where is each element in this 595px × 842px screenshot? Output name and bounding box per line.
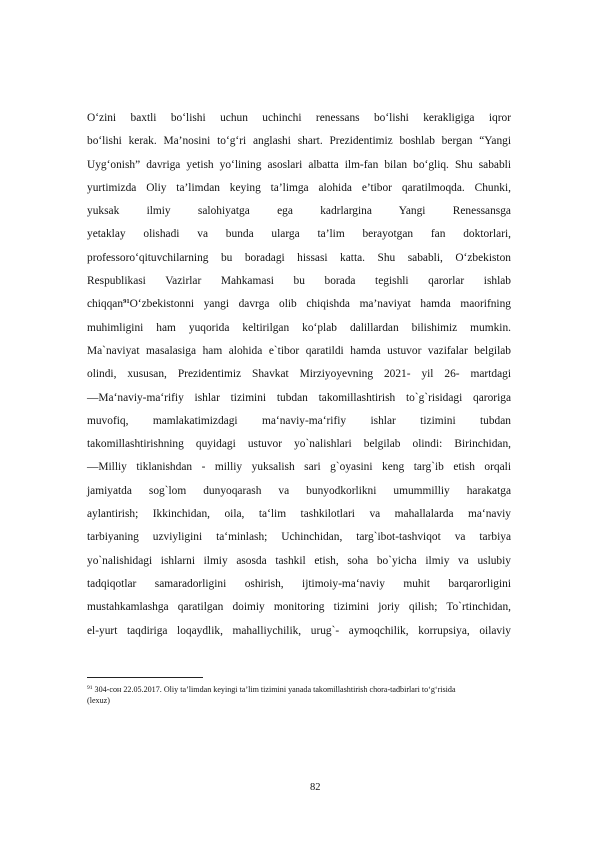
page-number: 82 xyxy=(310,782,321,793)
body-line: tadqiqotlar samaradorligini oshirish, ijtimoiy-ma‘naviy muhit barqarorligini xyxy=(87,577,511,590)
body-text xyxy=(87,107,511,643)
body-line-with-footnote-ref xyxy=(87,293,511,316)
body-line: takomillashtirishning quyidagi ustuvor yo`nalishlari belgilab olindi: Birinchidan, xyxy=(87,438,511,451)
body-line: ―Ma‘naviy-ma‘rifiy ishlar tizimini tubdan takomillashtirish to`g`risidagi qaroriga xyxy=(87,391,511,404)
body-line: yuksak ilmiy salohiyatga ega kadrlargina Yangi Renessansga xyxy=(87,205,511,218)
body-line-start: chiqqan xyxy=(87,298,124,311)
footnote-number: 91 xyxy=(87,685,93,691)
body-line: professoro‘qituvchilarning bu boradagi hissasi katta. Shu sababli, O‘zbekiston xyxy=(87,251,511,264)
body-line: tarbiyaning uzviyligini ta‘minlash; Uchinchidan, targ`ibot-tashviqot va tarbiya xyxy=(87,531,511,544)
body-line: yurtimizda Oliy ta’limdan keying ta’limga alohida e’tibor qaratilmoqda. Chunki, xyxy=(87,181,511,194)
body-line: el-yurt taqdiriga loqaydlik, mahalliychilik, urug`- aymoqchilik, korrupsiya, oilaviy xyxy=(87,624,511,637)
body-line: muhimligini ham yuqorida keltirilgan ko‘plab dalillardan bilishimiz mumkin. xyxy=(87,321,511,334)
body-line: O‘zini baxtli bo‘lishi uchun uchinchi renessans bo‘lishi kerakligiga iqror xyxy=(87,112,511,124)
body-line: muvofiq, mamlakatimizdagi ma‘naviy-ma‘rifiy ishlar tizimini tubdan xyxy=(87,414,511,427)
body-line: olindi, xususan, Prezidentimiz Shavkat Mirziyoyevning 2021- yil 26- martdagi xyxy=(87,368,511,381)
body-line: yetaklay olishadi va bunda ularga ta’lim berayotgan fan doktorlari, xyxy=(87,228,511,241)
body-line: bo‘lishi kerak. Ma’nosini to‘g‘ri anglashi shart. Prezidentimiz boshlab bergan “Yangi xyxy=(87,135,511,148)
body-line: Respublikasi Vazirlar Mahkamasi bu borada tegishli qarorlar ishlab xyxy=(87,275,511,288)
body-line: mustahkamlashga qaratilgan doimiy monitoring tizimini joriy qilish; To`rtinchidan, xyxy=(87,601,511,614)
footnote-separator xyxy=(87,677,203,678)
body-line: aylantirish; Ikkinchidan, oila, ta‘lim tashkilotlari va mahallalarda ma‘naviy xyxy=(87,508,511,521)
footnote-line: (lexuz) xyxy=(87,696,110,705)
footnote-reference[interactable]: 91 xyxy=(123,298,130,306)
body-line: Ma`naviyat masalasiga ham alohida e`tibor qaratildi hamda ustuvor vazifalar belgilab xyxy=(87,344,511,357)
footnote-text: 304-сон 22.05.2017. Oliy ta’limdan keyingi ta’lim tizimini yanada takomillashtirish chora-tadbirlari to‘g‘risida xyxy=(92,685,456,694)
body-line: Uyg‘onish” davriga yetish yo‘lining asoslari albatta ilm-fan bilan bo‘gliq. Shu sababli xyxy=(87,158,511,171)
body-line: yo`nalishidagi ishlarni ilmiy asosda tashkil etish, soha bo`yicha ilmiy va uslubiy xyxy=(87,554,511,567)
body-line-end: O‘zbekistonni yangi davrga olib chiqishda ma’naviyat hamda maorifning xyxy=(129,298,511,311)
body-line: ―Milliy tiklanishdan - milliy yuksalish sari g`oyasini keng targ`ib etish orqali xyxy=(87,461,511,474)
footnote xyxy=(87,684,527,706)
body-line: jamiyatda sog`lom dunyoqarash va bunyodkorlikni umummilliy harakatga xyxy=(87,484,511,497)
footnote-line xyxy=(87,684,527,695)
